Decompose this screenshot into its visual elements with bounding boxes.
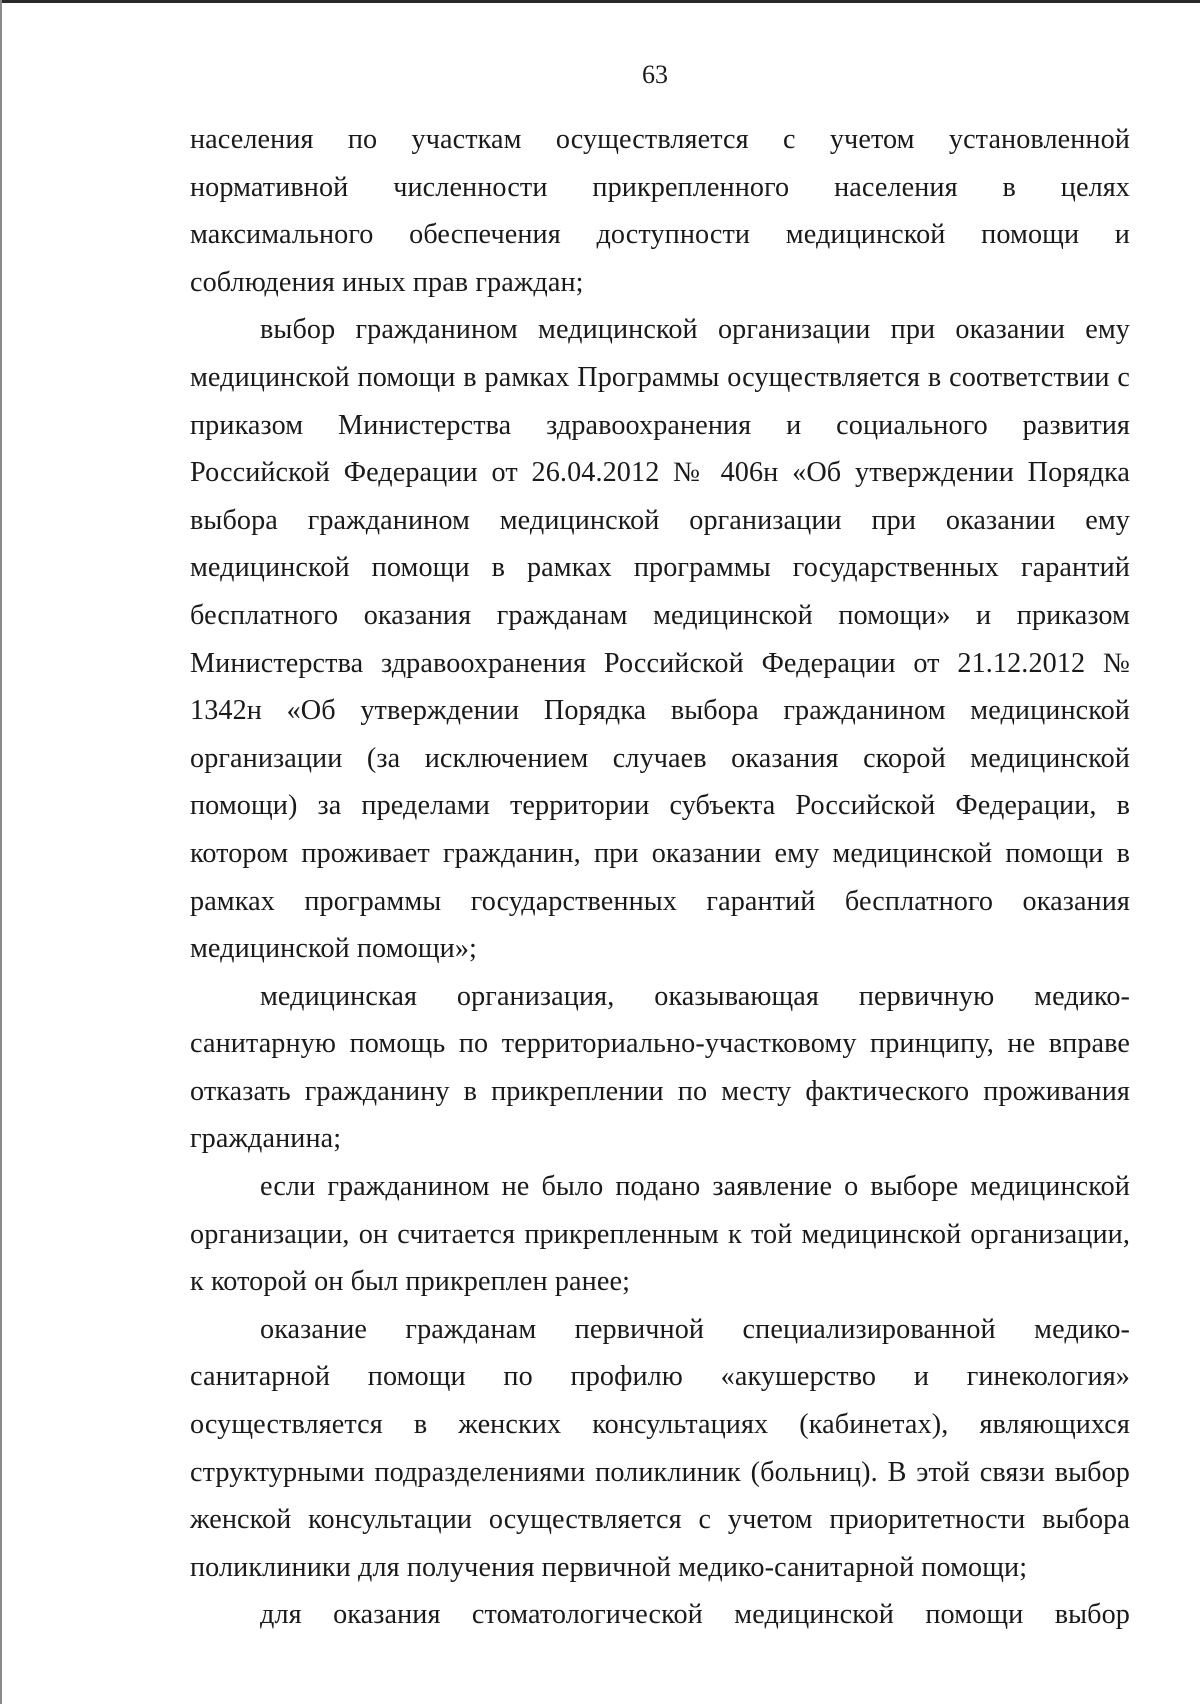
paragraph-no-refusal: медицинская организация, оказывающая первичную медико-санитарную помощь по территориально-участковому принципу, не вправе отказать гражданину в прикреплении по месту фактического проживания гражданина; bbox=[190, 980, 1130, 1155]
document-body bbox=[190, 116, 1130, 1639]
page-number: 63 bbox=[642, 60, 668, 89]
paragraph-continuation: населения по участкам осуществляется с учетом установленной нормативной численности прикрепленного населения в целях максимального обеспечения доступности медицинской помощи и соблюдения иных прав граждан; bbox=[190, 124, 1130, 298]
paragraph-dental: для оказания стоматологической медицинской помощи выбор bbox=[260, 1599, 1130, 1631]
paragraph-obstetrics: оказание гражданам первичной специализированной медико-санитарной помощи по профилю «акушерство и гинекология» осуществляется в женских консультациях (кабинетах), являющихся структурными подразделениями поликлиник (больниц). В этой связи выбор женской консультации осуществляется с учетом приоритетности выбора поликлиники для получения первичной медико-санитарной помощи; bbox=[190, 1313, 1130, 1583]
scan-edge-left bbox=[0, 0, 2, 1704]
scan-edge-top bbox=[0, 0, 1200, 3]
paragraph-citizen-choice: выбор гражданином медицинской организации при оказании ему медицинской помощи в рамках Программы осуществляется в соответствии с приказом Министерства здравоохранения и социального развития Российской Федерации от 26.04.2012 № 406н «Об утверждении Порядка выбора гражданином медицинской организации при оказании ему медицинской помощи в рамках программы государственных гарантий бесплатного оказания гражданам медицинской помощи» и приказом Министерства здравоохранения Российской Федерации от 21.12.2012 № 1342н «Об утверждении Порядка выбора гражданином медицинской организации (за исключением случаев оказания скорой медицинской помощи) за пределами территории субъекта Российской Федерации, в котором проживает гражданин, при оказании ему медицинской помощи в рамках программы государственных гарантий бесплатного оказания медицинской помощи»; bbox=[190, 314, 1130, 965]
paragraph-default-attachment: если гражданином не было подано заявление о выборе медицинской организации, он считается прикрепленным к той медицинской организации, к которой он был прикреплен ранее; bbox=[190, 1171, 1130, 1298]
